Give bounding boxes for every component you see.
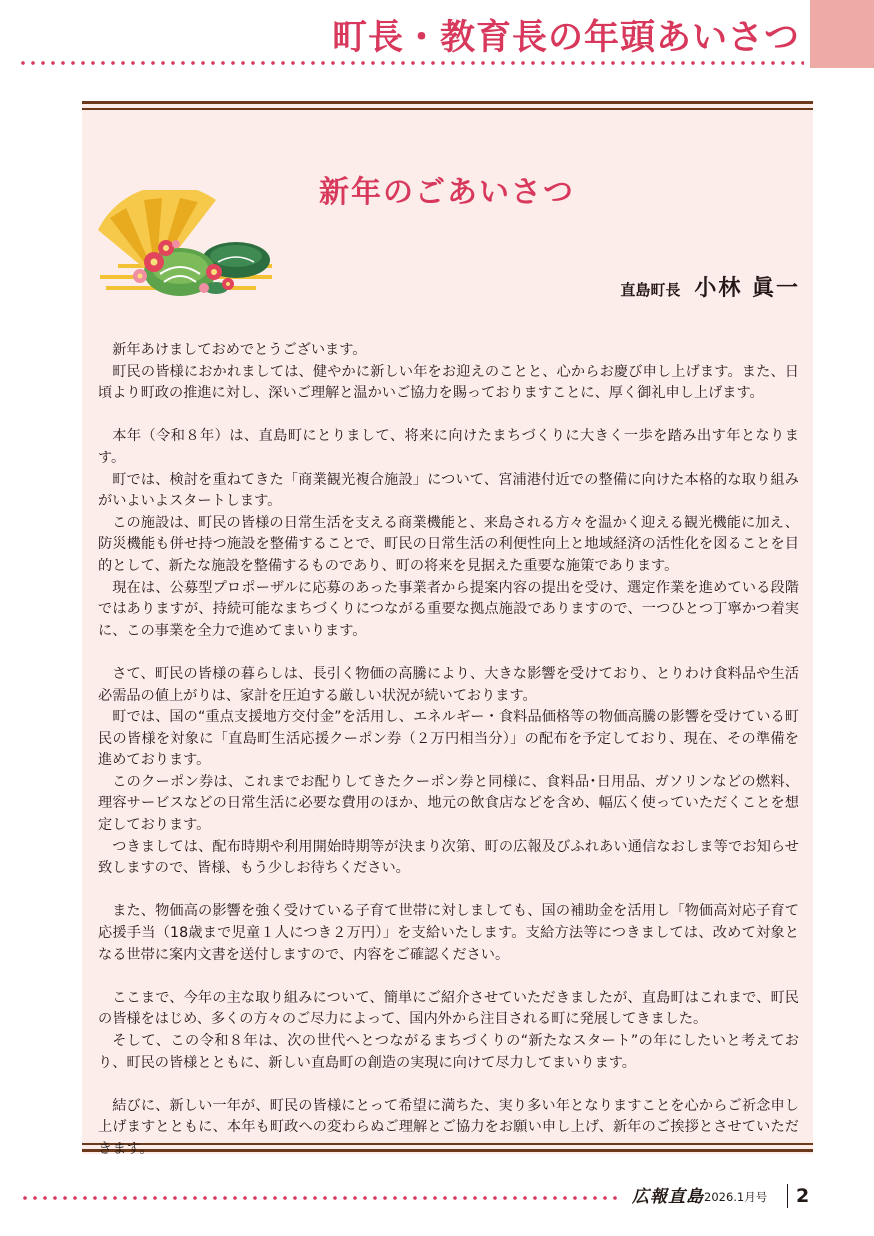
article-title: 新年のごあいさつ xyxy=(319,175,575,210)
section-title: 町長・教育長の年頭あいさつ xyxy=(331,18,800,58)
author-block xyxy=(520,272,800,306)
paragraph: ここまで、今年の主な取り組みについて、簡単にご紹介させていただきましたが、直島町はこれまで、町民の皆様をはじめ、多くの方々のご尽力によって、国内外から注目される町に発展してきました。 xyxy=(98,989,799,1028)
paragraph: この施設は、町民の皆様の日常生活を支える商業機能と、来島される方々を温かく迎える観光機能に加え、防災機能も併せ持つ施設を整備することで、町民の日常生活の利便性向上と地域経済の活性化を図ることを目的として、新たな施設を整備するものであり、町の将来を見据えた重要な施策であります。 xyxy=(98,514,799,574)
paragraph: 町では、国の“重点支援地方交付金”を活用し、エネルギー・食料品価格等の物価高騰の影響を受けている町民の皆様を対象に「直島町生活応援クーポン券（２万円相当分）」の配布を予定しており、現在、その準備を進めております。 xyxy=(98,709,799,769)
paragraph: そして、この令和８年は、次の世代へとつながるまちづくりの“新たなスタート”の年にしたいと考えており、町民の皆様とともに、新しい直島町の創造の実現に向けて尽力してまいります。 xyxy=(98,1033,799,1071)
new-year-illustration xyxy=(96,190,278,308)
footer-dotted-divider xyxy=(20,1195,622,1201)
paragraph: 結びに、新しい一年が、町民の皆様にとって希望に満ちた、実り多い年となりますことを心からご祈念申し上げますとともに、本年も町政への変わらぬご理解とご協力をお願い申し上げ、新年のご挨拶とさせていただきます。 xyxy=(98,1097,799,1157)
panel-top-rule xyxy=(82,101,813,110)
footer-divider xyxy=(787,1184,788,1208)
paragraph: 町では、検討を重ねてきた「商業観光複合施設」について、宮浦港付近での整備に向けた本格的な取り組みがいよいよスタートします。 xyxy=(98,471,799,510)
paragraph: 新年あけましておめでとうございます。 xyxy=(112,342,367,358)
publication-logo: 広報直島 xyxy=(632,1187,704,1207)
paragraph: つきましては、配布時期や利用開始時期等が決まり次第、町の広報及びふれあい通信なおしま等でお知らせ致しますので、皆様、もう少しお待ちください。 xyxy=(98,838,799,877)
header-dotted-divider xyxy=(18,60,804,66)
issue-date: 2026.1月号 xyxy=(704,1190,768,1204)
author-name: 小林 眞一 xyxy=(694,276,800,301)
paragraph: 町民の皆様におかれましては、健やかに新しい年をお迎えのことと、心からお慶び申し上げます。また、日頃より町政の推進に対し、深いご理解と温かいご協力を賜っておりますことに、厚く御礼申し上げます。 xyxy=(98,363,799,402)
author-role: 直島町長 xyxy=(620,281,681,299)
paragraph: 現在は、公募型プロポーザルに応募のあった事業者から提案内容の提出を受け、選定作業を進めている段階ではありますが、持続可能なまちづくりにつながる重要な拠点施設でありますので、一つひとつ丁寧かつ着実に、この事業を全力で進めてまいります。 xyxy=(98,579,799,639)
page-number: 2 xyxy=(796,1185,810,1207)
article-body xyxy=(98,340,799,1161)
paragraph: さて、町民の皆様の暮らしは、長引く物価の高騰により、大きな影響を受けており、とりわけ食料品や生活必需品の値上がりは、家計を圧迫する厳しい状況が続いております。 xyxy=(98,665,799,704)
paragraph: このクーポン券は、これまでお配りしてきたクーポン券と同様に、食料品･日用品、ガソリンなどの燃料、理容サービスなどの日常生活に必要な費用のほか、地元の飲食店などを含め、幅広く使っていただくことを想定しております。 xyxy=(98,773,799,834)
paragraph: 本年（令和８年）は、直島町にとりまして、将来に向けたまちづくりに大きく一歩を踏み出す年となります。 xyxy=(98,428,799,466)
paragraph: また、物価高の影響を強く受けている子育て世帯に対しましても、国の補助金を活用し「物価高対応子育て応援手当（18歳まで児童１人につき２万円）」を支給いたします。支給方法等につきましては、改めて対象となる世帯に案内文書を送付しますので、内容をご確認ください。 xyxy=(98,903,799,963)
section-tab xyxy=(810,0,874,68)
